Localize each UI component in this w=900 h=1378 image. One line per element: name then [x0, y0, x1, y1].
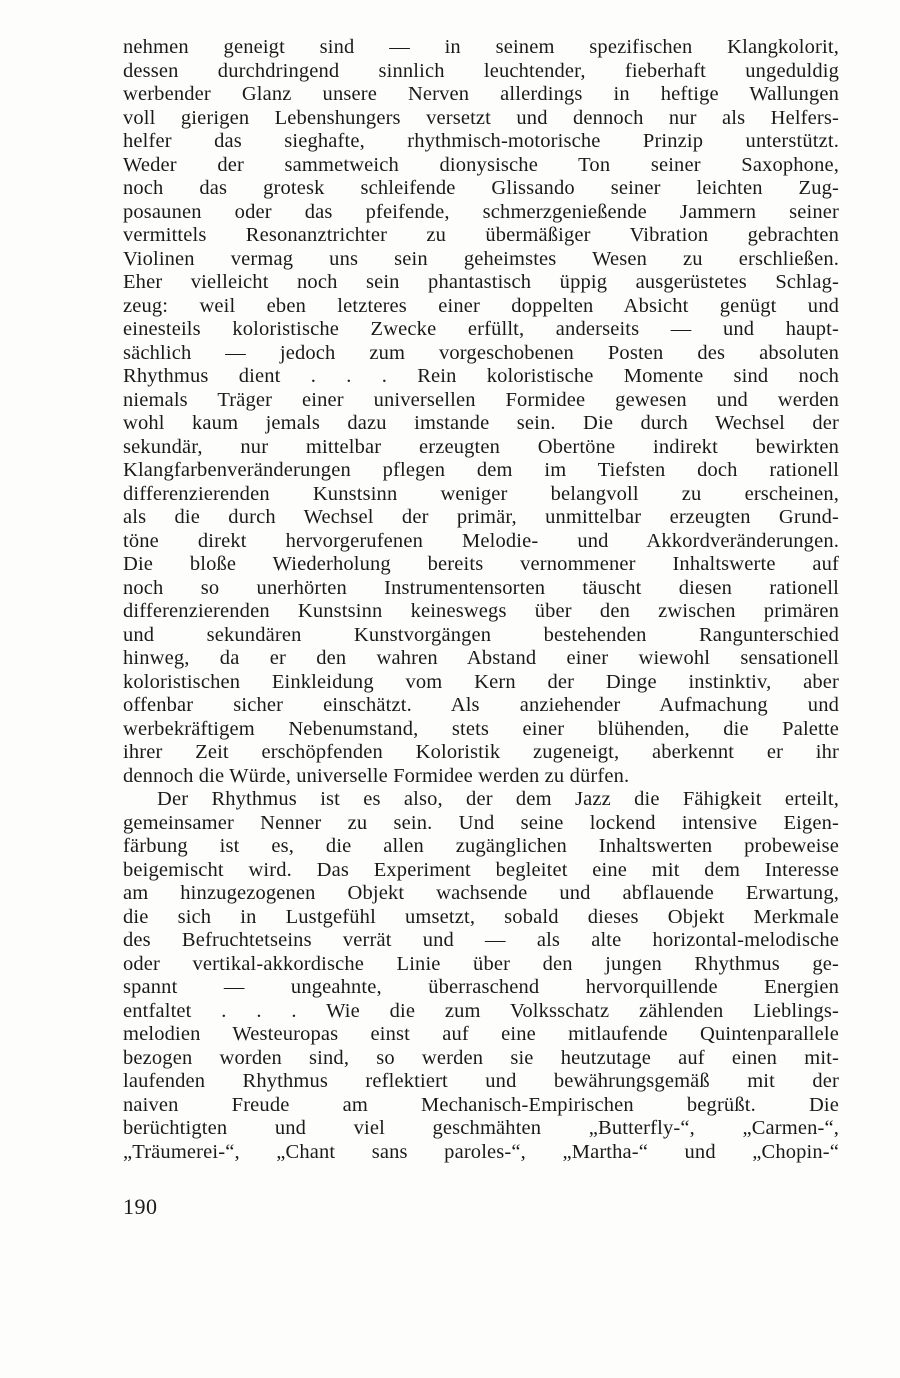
text-line: differenzierenden Kunstsinn keineswegs über den zwischen primären [123, 600, 839, 622]
text-line: als die durch Wechsel der primär, unmittelbar erzeugten Grund- [123, 506, 839, 528]
text-line: berüchtigten und viel geschmähten „Butterfly-“, „Carmen-“, [123, 1117, 839, 1139]
text-line: am hinzugezogenen Objekt wachsende und abflauende Erwartung, [123, 882, 839, 904]
text-line: hinweg, da er den wahren Abstand einer wiewohl sensationell [123, 647, 839, 669]
text-line: koloristischen Einkleidung vom Kern der Dinge instinktiv, aber [123, 670, 839, 693]
text-line: differenzierenden Kunstsinn weniger belangvoll zu erscheinen, [123, 482, 839, 505]
text-line: und sekundären Kunstvorgängen bestehenden Rangunterschied [123, 623, 839, 646]
text-line: werbender Glanz unsere Nerven allerdings in heftige Wallungen [123, 83, 839, 105]
text-line: helfer das sieghafte, rhythmisch-motorische Prinzip unterstützt. [123, 130, 839, 152]
text-line: noch das grotesk schleifende Glissando seiner leichten Zug- [123, 177, 839, 199]
text-line: dessen durchdringend sinnlich leuchtender, fieberhaft ungeduldig [123, 59, 839, 82]
text-line: zeug: weil eben letzteres einer doppelten Absicht genügt und [123, 294, 839, 317]
text-line: beigemischt wird. Das Experiment begleitet eine mit dem Interesse [123, 858, 839, 881]
text-line: einesteils koloristische Zwecke erfüllt, anderseits — und haupt- [123, 318, 839, 340]
text-line: Rhythmus dient . . . Rein koloristische Momente sind noch [123, 365, 839, 387]
text-line: Die bloße Wiederholung bereits vernommener Inhaltswerte auf [123, 553, 839, 575]
text-line: melodien Westeuropas einst auf eine mitlaufende Quintenparallele [123, 1023, 839, 1045]
text-line: posaunen oder das pfeifende, schmerzgenießende Jammern seiner [123, 200, 839, 223]
paragraph-1 [123, 36, 839, 788]
body-text [123, 36, 839, 1164]
text-line: Eher vielleicht noch sein phantastisch üppig ausgerüstetes Schlag- [123, 271, 839, 293]
text-line: ihrer Zeit erschöpfenden Koloristik zugeneigt, aberkennt er ihr [123, 741, 839, 763]
text-line: voll gierigen Lebenshungers versetzt und dennoch nur als Helfers- [123, 106, 839, 129]
text-line: wohl kaum jemals dazu imstande sein. Die durch Wechsel der [123, 412, 839, 434]
text-line: offenbar sicher einschätzt. Als anziehender Aufmachung und [123, 694, 839, 716]
text-line: dennoch die Würde, universelle Formidee werden zu dürfen. [123, 764, 630, 787]
text-line: laufenden Rhythmus reflektiert und bewährungsgemäß mit der [123, 1070, 839, 1092]
text-line: oder vertikal-akkordische Linie über den jungen Rhythmus ge- [123, 952, 839, 975]
text-line: gemeinsamer Nenner zu sein. Und seine lockend intensive Eigen- [123, 811, 839, 834]
text-line: bezogen worden sind, so werden sie heutzutage auf einen mit- [123, 1046, 839, 1069]
text-line: naiven Freude am Mechanisch-Empirischen begrüßt. Die [123, 1093, 839, 1116]
text-line: werbekräftigem Nebenumstand, stets einer blühenden, die Palette [123, 717, 839, 740]
text-line: noch so unerhörten Instrumentensorten täuscht diesen rationell [123, 576, 839, 599]
text-line: Weder der sammetweich dionysische Ton seiner Saxophone, [123, 153, 839, 176]
text-line: Der Rhythmus ist es also, der dem Jazz die Fähigkeit erteilt, [157, 788, 839, 810]
text-line: spannt — ungeahnte, überraschend hervorquillende Energien [123, 976, 839, 998]
text-line: „Träumerei-“, „Chant sans paroles-“, „Martha-“ und „Chopin-“ [123, 1140, 839, 1163]
text-line: nehmen geneigt sind — in seinem spezifischen Klangkolorit, [123, 36, 839, 58]
text-line: färbung ist es, die allen zugänglichen Inhaltswerten probeweise [123, 835, 839, 857]
text-line: die sich in Lustgefühl umsetzt, sobald dieses Objekt Merkmale [123, 905, 839, 928]
text-line: Violinen vermag uns sein geheimstes Wesen zu erschließen. [123, 247, 839, 270]
text-line: sächlich — jedoch zum vorgeschobenen Posten des absoluten [123, 341, 839, 364]
text-line: töne direkt hervorgerufenen Melodie- und Akkordveränderungen. [123, 529, 839, 552]
page-number: 190 [123, 1194, 158, 1219]
text-line: vermittels Resonanztrichter zu übermäßiger Vibration gebrachten [123, 224, 839, 246]
text-line: entfaltet . . . Wie die zum Volksschatz zählenden Lieblings- [123, 999, 839, 1022]
text-line: des Befruchtetseins verrät und — als alte horizontal-melodische [123, 929, 839, 951]
text-line: sekundär, nur mittelbar erzeugten Obertöne indirekt bewirkten [123, 435, 839, 458]
text-line: Klangfarbenveränderungen pflegen dem im Tiefsten doch rationell [123, 459, 839, 481]
text-line: niemals Träger einer universellen Formidee gewesen und werden [123, 388, 839, 411]
paragraph-2 [123, 788, 839, 1164]
